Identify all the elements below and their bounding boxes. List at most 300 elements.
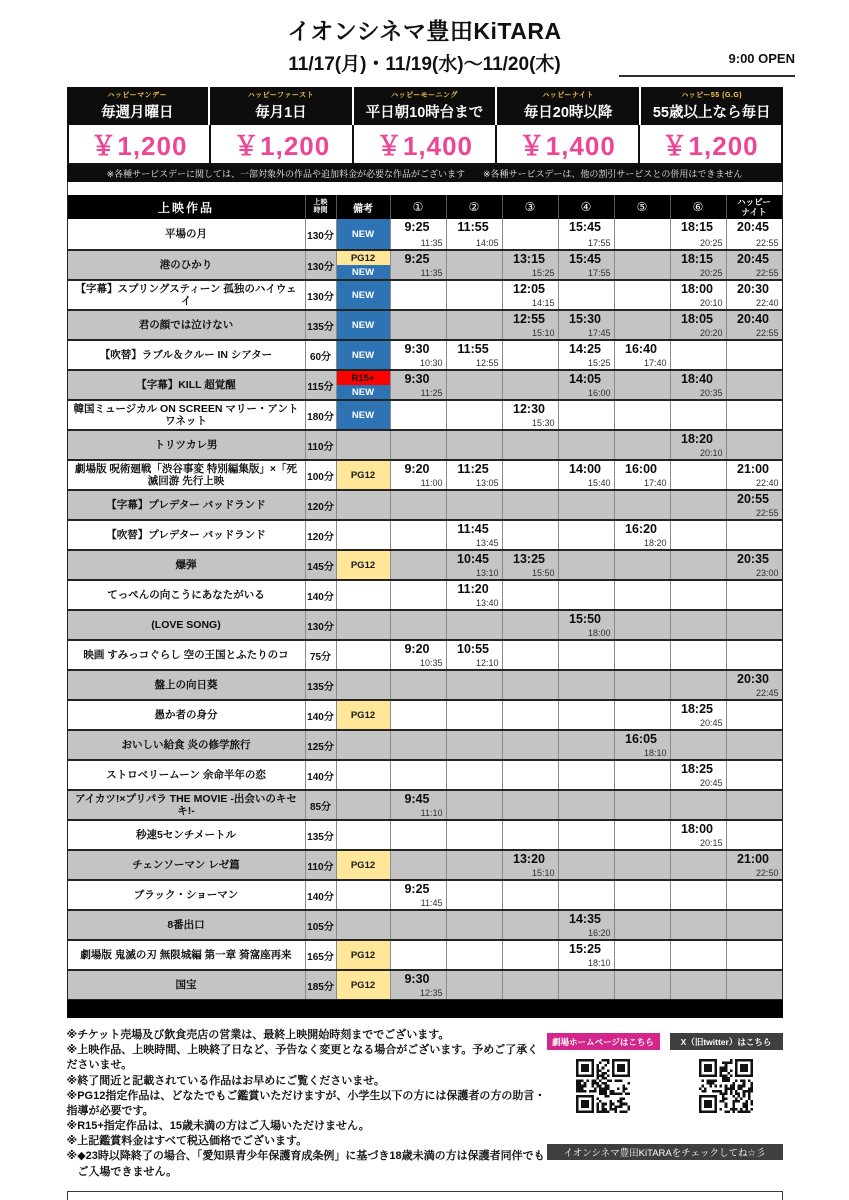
movie-title: 劇場版 呪術廻戦「渋谷事変 特別編集版」×「死滅回游 先行上映: [68, 461, 306, 489]
showtime-cell: [391, 341, 447, 369]
footnote-line: ※チケット売場及び飲食売店の営業は、最終上映開始時刻まででございます。: [66, 1029, 450, 1041]
rating-badge: NEW: [337, 311, 390, 339]
table-row: [68, 669, 782, 699]
start-time: 15:45: [569, 252, 601, 266]
remarks-cell: [337, 851, 391, 879]
rating-badge: NEW: [337, 341, 390, 369]
showtime-cell: [671, 701, 727, 729]
end-time: 22:45: [755, 688, 779, 698]
start-time: 18:00: [681, 822, 713, 836]
remarks-cell: [337, 491, 391, 519]
movie-title: チェンソーマン レゼ篇: [68, 851, 306, 879]
table-row: [68, 309, 782, 339]
happy-night-cell: [727, 791, 782, 819]
remarks-cell: [337, 461, 391, 489]
price-plan-tag: ハッピーナイト: [542, 92, 594, 99]
footnote-line: ※◆23時以降終了の場合、「愛知県青少年保護育成条例」に基づき18歳未満の方は保護者同伴でも: [66, 1150, 545, 1163]
showtime-cell: [391, 881, 447, 909]
showtime-cell: [559, 281, 615, 309]
bottom-section: [67, 1025, 783, 1180]
showtime-cell: [671, 371, 727, 399]
happy-night-cell: [727, 821, 782, 849]
end-time: 20:10: [699, 448, 723, 458]
table-row: [68, 729, 782, 759]
movie-title: 映画 すみっコぐらし 空の王国とふたりのコ: [68, 641, 306, 669]
showtime-cell: [391, 791, 447, 819]
rating-badge: PG12: [337, 251, 390, 265]
movie-title: 盤上の向日葵: [68, 671, 306, 699]
showtime-cell: [447, 671, 503, 699]
remarks-cell: [337, 341, 391, 369]
end-time: 10:30: [419, 358, 443, 368]
showtime-cell: [447, 731, 503, 759]
end-time: 15:50: [531, 568, 555, 578]
showtime-cell: [503, 461, 559, 489]
start-time: 14:05: [569, 372, 601, 386]
showtime-cell: [447, 821, 503, 849]
happy-night-cell: [727, 551, 782, 579]
showtime-cell: [559, 311, 615, 339]
showtime-cell: [391, 461, 447, 489]
remarks-cell: [337, 761, 391, 789]
rating-badge: PG12: [337, 461, 390, 489]
movie-title: 愚か者の身分: [68, 701, 306, 729]
remarks-cell: [337, 641, 391, 669]
showtime-cell: [671, 641, 727, 669]
showtime-cell: [447, 971, 503, 999]
showtime-cell: [615, 701, 671, 729]
happy-night-cell: [727, 911, 782, 939]
showtime-cell: [391, 761, 447, 789]
showtime-cell: [391, 731, 447, 759]
showtime-cell: [447, 611, 503, 639]
showtime-cell: [559, 401, 615, 429]
start-time: 9:45: [404, 792, 430, 806]
remarks-cell: [337, 431, 391, 459]
x-twitter-qr-block: [670, 1033, 783, 1133]
start-time: 13:25: [513, 552, 545, 566]
movie-duration: 140分: [306, 761, 337, 789]
homepage-qr-code[interactable]: [576, 1059, 630, 1113]
showtime-cell: [671, 881, 727, 909]
showtime-cell: [447, 761, 503, 789]
showtime-cell: [615, 491, 671, 519]
table-row: [68, 579, 782, 609]
start-time: 10:45: [457, 552, 489, 566]
showtime-cell: [615, 971, 671, 999]
end-time: 15:25: [587, 358, 611, 368]
showtime-cell: [615, 431, 671, 459]
start-time: 16:40: [625, 342, 657, 356]
showtime-cell: [559, 851, 615, 879]
end-time: 15:25: [531, 268, 555, 278]
end-time: 13:05: [475, 478, 499, 488]
showtime-cell: [503, 701, 559, 729]
showtime-cell: [503, 521, 559, 549]
end-time: 20:25: [699, 268, 723, 278]
showtime-cell: [503, 821, 559, 849]
table-row: [68, 489, 782, 519]
movie-duration: 130分: [306, 611, 337, 639]
movie-title: 【字幕】プレデター バッドランド: [68, 491, 306, 519]
showtime-cell: [391, 521, 447, 549]
end-time: 17:55: [587, 268, 611, 278]
start-time: 18:25: [681, 702, 713, 716]
start-time: 12:55: [513, 312, 545, 326]
start-time: 12:30: [513, 402, 545, 416]
remarks-cell: [337, 251, 391, 279]
end-time: 15:10: [531, 868, 555, 878]
table-row: [68, 549, 782, 579]
end-time: 11:35: [420, 268, 443, 278]
start-time: 9:30: [404, 342, 430, 356]
showtime-cell: [615, 311, 671, 339]
happy-night-header-line1: ハッピー: [737, 196, 771, 207]
price-plan-amount: ￥1,200: [69, 125, 212, 163]
happy-night-cell: [727, 401, 782, 429]
table-row: [68, 219, 782, 249]
showtime-cell: [447, 281, 503, 309]
end-time: 15:40: [587, 478, 611, 488]
end-time: 23:00: [755, 568, 779, 578]
movie-duration: 85分: [306, 791, 337, 819]
price-plan-tag: ハッピーモーニング: [391, 92, 458, 99]
remarks-cell: [337, 941, 391, 969]
happy-night-cell: [727, 731, 782, 759]
showtime-cell: [391, 281, 447, 309]
showtime-cell: [447, 941, 503, 969]
showtime-cell: [671, 431, 727, 459]
homepage-link-label[interactable]: 劇場ホームページはこちら: [547, 1033, 660, 1050]
footnote-line: ※PG12指定作品は、どなたでもご鑑賞いただけますが、小学生以下の方には保護者の方の助言・指導が必要です。: [66, 1089, 546, 1117]
showtime-cell: [615, 251, 671, 279]
showtime-cell: [391, 611, 447, 639]
price-plan-amount: ￥1,400: [354, 125, 497, 163]
open-time: 9:00 OPEN: [728, 51, 795, 66]
movie-duration: 165分: [306, 941, 337, 969]
showtime-cell: [559, 641, 615, 669]
movie-duration: 180分: [306, 401, 337, 429]
showtime-cell: [671, 281, 727, 309]
showtime-cell: [559, 251, 615, 279]
end-time: 17:40: [643, 358, 667, 368]
happy-night-cell: [727, 281, 782, 309]
price-plan-amount: ￥1,400: [497, 125, 640, 163]
showtime-cell: [391, 491, 447, 519]
table-row: [68, 249, 782, 279]
showtime-cell: [503, 281, 559, 309]
movie-duration: 120分: [306, 521, 337, 549]
movie-duration: 100分: [306, 461, 337, 489]
start-time: 20:45: [737, 252, 769, 266]
showtime-cell: [615, 881, 671, 909]
start-time: 18:05: [681, 312, 713, 326]
showtime-cell: [671, 311, 727, 339]
showtime-cell: [615, 281, 671, 309]
movie-duration: 125分: [306, 731, 337, 759]
start-time: 20:35: [737, 552, 769, 566]
showtime-cell: [503, 761, 559, 789]
showtime-cell: [671, 251, 727, 279]
movie-duration: 140分: [306, 881, 337, 909]
showtime-cell: [559, 671, 615, 699]
start-time: 15:50: [569, 612, 601, 626]
price-plans-prices: [67, 125, 783, 165]
price-plan-tag: ハッピーファースト: [247, 92, 315, 99]
start-time: 16:20: [625, 522, 657, 536]
movie-title: 韓国ミュージカル ON SCREEN マリー・アントワネット: [68, 401, 306, 429]
qr-area: [547, 1025, 783, 1180]
footnote-line: ※R15+指定作品は、15歳未満の方はご入場いただけません。: [66, 1120, 370, 1133]
price-plan-tag: ハッピー55 (G.G): [681, 92, 743, 99]
start-time: 21:00: [737, 852, 769, 866]
price-plan-name: 55歳以上なら毎日: [652, 105, 771, 121]
start-time: 20:40: [737, 312, 769, 326]
table-row: [68, 459, 782, 489]
happy-night-cell: [727, 941, 782, 969]
end-time: 14:15: [531, 298, 555, 308]
column-header-remarks: 備考: [337, 195, 391, 219]
footnote-line: ※終了間近と記載されている作品はお早めにご覧くださいませ。: [66, 1074, 385, 1087]
start-time: 9:20: [404, 462, 430, 476]
column-header-slot-4: ④: [559, 195, 615, 219]
happy-night-header-line2: ナイト: [741, 207, 767, 217]
happy-night-cell: [727, 461, 782, 489]
showtime-cell: [447, 461, 503, 489]
end-time: 15:30: [531, 418, 555, 428]
end-time: 18:20: [643, 538, 667, 548]
end-time: 17:55: [587, 238, 611, 248]
end-time: 22:50: [755, 868, 779, 878]
table-row: [68, 519, 782, 549]
price-plan-amount: ￥1,200: [211, 125, 354, 163]
content-column: [67, 87, 783, 1200]
showtime-cell: [447, 851, 503, 879]
start-time: 20:45: [737, 220, 769, 234]
remarks-cell: [337, 701, 391, 729]
showtime-cell: [615, 671, 671, 699]
happy-night-cell: [727, 371, 782, 399]
showtime-cell: [559, 911, 615, 939]
column-header-happy-night: [727, 195, 782, 219]
open-time-block: [619, 50, 795, 77]
start-time: 11:25: [457, 462, 489, 476]
schedule-table: [67, 195, 783, 1000]
remarks-cell: [337, 219, 391, 249]
start-time: 18:25: [681, 762, 713, 776]
check-banner: イオンシネマ豊田KiTARAをチェックしてね☆彡: [547, 1144, 783, 1160]
start-time: 13:15: [513, 252, 545, 266]
end-time: 11:00: [420, 478, 443, 488]
movie-duration: 135分: [306, 671, 337, 699]
table-footer-band: [67, 1000, 783, 1018]
start-time: 20:55: [737, 492, 769, 506]
end-time: 11:25: [420, 388, 443, 398]
end-time: 13:10: [475, 568, 499, 578]
start-time: 9:25: [404, 220, 430, 234]
empty-bottom-box: [67, 1191, 783, 1200]
table-row: [68, 759, 782, 789]
column-header-slot-1: ①: [391, 195, 447, 219]
movie-duration: 135分: [306, 821, 337, 849]
start-time: 14:35: [569, 912, 601, 926]
start-time: 9:25: [404, 252, 430, 266]
end-time: 10:35: [419, 658, 443, 668]
movie-title: 平場の月: [68, 219, 306, 249]
showtime-cell: [503, 581, 559, 609]
remarks-cell: [337, 911, 391, 939]
remarks-cell: [337, 791, 391, 819]
table-row: [68, 909, 782, 939]
end-time: 20:35: [699, 388, 723, 398]
end-time: 16:00: [587, 388, 611, 398]
end-time: 11:45: [420, 898, 443, 908]
movie-duration: 145分: [306, 551, 337, 579]
rating-badge: PG12: [337, 551, 390, 579]
column-header-title: 上映作品: [68, 195, 306, 219]
table-row: [68, 849, 782, 879]
showtime-cell: [671, 851, 727, 879]
start-time: 20:30: [737, 282, 769, 296]
table-row: [68, 429, 782, 459]
showtime-cell: [615, 641, 671, 669]
movie-duration: 110分: [306, 431, 337, 459]
showtime-cell: [671, 341, 727, 369]
x-twitter-link-label[interactable]: X（旧twitter）はこちら: [670, 1033, 783, 1050]
start-time: 9:20: [404, 642, 430, 656]
end-time: 13:40: [475, 598, 499, 608]
showtime-cell: [559, 581, 615, 609]
happy-night-cell: [727, 611, 782, 639]
showtime-cell: [503, 971, 559, 999]
happy-night-cell: [727, 581, 782, 609]
showtime-cell: [503, 641, 559, 669]
showtime-cell: [559, 431, 615, 459]
showtime-cell: [391, 641, 447, 669]
x-twitter-qr-code[interactable]: [699, 1059, 753, 1113]
movie-title: 港のひかり: [68, 251, 306, 279]
start-time: 11:45: [457, 522, 489, 536]
start-time: 15:25: [569, 942, 601, 956]
start-time: 18:20: [681, 432, 713, 446]
start-time: 21:00: [737, 462, 769, 476]
rating-badge: PG12: [337, 851, 390, 879]
showtime-cell: [447, 491, 503, 519]
movie-title: 秒速5センチメートル: [68, 821, 306, 849]
table-row: [68, 609, 782, 639]
start-time: 9:30: [404, 972, 430, 986]
showtime-cell: [559, 341, 615, 369]
showtime-cell: [447, 401, 503, 429]
rating-badge: PG12: [337, 971, 390, 999]
showtime-cell: [447, 911, 503, 939]
end-time: 22:55: [755, 328, 779, 338]
footnotes: [67, 1025, 547, 1180]
showtime-cell: [447, 311, 503, 339]
start-time: 12:05: [513, 282, 545, 296]
showtime-cell: [559, 461, 615, 489]
movie-duration: 130分: [306, 219, 337, 249]
remarks-cell: [337, 581, 391, 609]
showtime-cell: [671, 461, 727, 489]
remarks-cell: [337, 551, 391, 579]
end-time: 20:45: [699, 718, 723, 728]
remarks-cell: [337, 521, 391, 549]
showtime-cell: [671, 821, 727, 849]
movie-duration: 185分: [306, 971, 337, 999]
showtime-cell: [447, 341, 503, 369]
column-header-slot-3: ③: [503, 195, 559, 219]
movie-duration: 135分: [306, 311, 337, 339]
table-row: [68, 939, 782, 969]
movie-duration: 140分: [306, 581, 337, 609]
start-time: 18:15: [681, 252, 713, 266]
price-plan-amount: ￥1,200: [661, 130, 759, 161]
movie-title: てっぺんの向こうにあなたがいる: [68, 581, 306, 609]
end-time: 18:10: [643, 748, 667, 758]
showtime-cell: [503, 851, 559, 879]
showtime-cell: [447, 791, 503, 819]
movie-duration: 75分: [306, 641, 337, 669]
showtime-cell: [503, 671, 559, 699]
start-time: 10:55: [457, 642, 489, 656]
movie-title: アイカツ!×プリパラ THE MOVIE -出会いのキセキ!-: [68, 791, 306, 819]
movie-title: 【字幕】スプリングスティーン 孤独のハイウェイ: [68, 281, 306, 309]
showtime-cell: [447, 551, 503, 579]
showtime-cell: [559, 701, 615, 729]
showtime-cell: [391, 551, 447, 579]
showtime-cell: [391, 941, 447, 969]
showtime-cell: [503, 371, 559, 399]
showtime-cell: [615, 371, 671, 399]
showtime-cell: [391, 219, 447, 249]
footnote-line: ※上映作品、上映時間、上映終了日など、予告なく変更となる場合がございます。予めご了承くださいませ。: [66, 1044, 539, 1072]
showtime-cell: [671, 941, 727, 969]
movie-title: 劇場版 鬼滅の刃 無限城編 第一章 猗窩座再来: [68, 941, 306, 969]
start-time: 18:15: [681, 220, 713, 234]
remarks-cell: [337, 281, 391, 309]
showtime-cell: [391, 371, 447, 399]
showtime-cell: [559, 791, 615, 819]
price-plan-header: [497, 87, 641, 125]
showtime-cell: [615, 731, 671, 759]
end-time: 20:20: [699, 328, 723, 338]
end-time: 22:55: [755, 268, 779, 278]
showtime-cell: [559, 551, 615, 579]
start-time: 15:30: [569, 312, 601, 326]
end-time: 20:15: [699, 838, 723, 848]
happy-night-cell: [727, 851, 782, 879]
showtime-cell: [391, 581, 447, 609]
movie-duration: 130分: [306, 251, 337, 279]
showtime-cell: [391, 971, 447, 999]
showtime-cell: [559, 881, 615, 909]
showtime-cell: [447, 581, 503, 609]
showtime-cell: [671, 611, 727, 639]
rating-badge: NEW: [337, 281, 390, 309]
movie-duration: 105分: [306, 911, 337, 939]
movie-title: トリツカレ男: [68, 431, 306, 459]
showtime-cell: [559, 971, 615, 999]
rating-badge: PG12: [337, 941, 390, 969]
showtime-cell: [559, 491, 615, 519]
showtime-cell: [503, 731, 559, 759]
end-time: 20:45: [699, 778, 723, 788]
end-time: 12:10: [475, 658, 499, 668]
start-time: 14:00: [569, 462, 601, 476]
homepage-qr-block: [547, 1033, 660, 1133]
showtime-cell: [615, 461, 671, 489]
